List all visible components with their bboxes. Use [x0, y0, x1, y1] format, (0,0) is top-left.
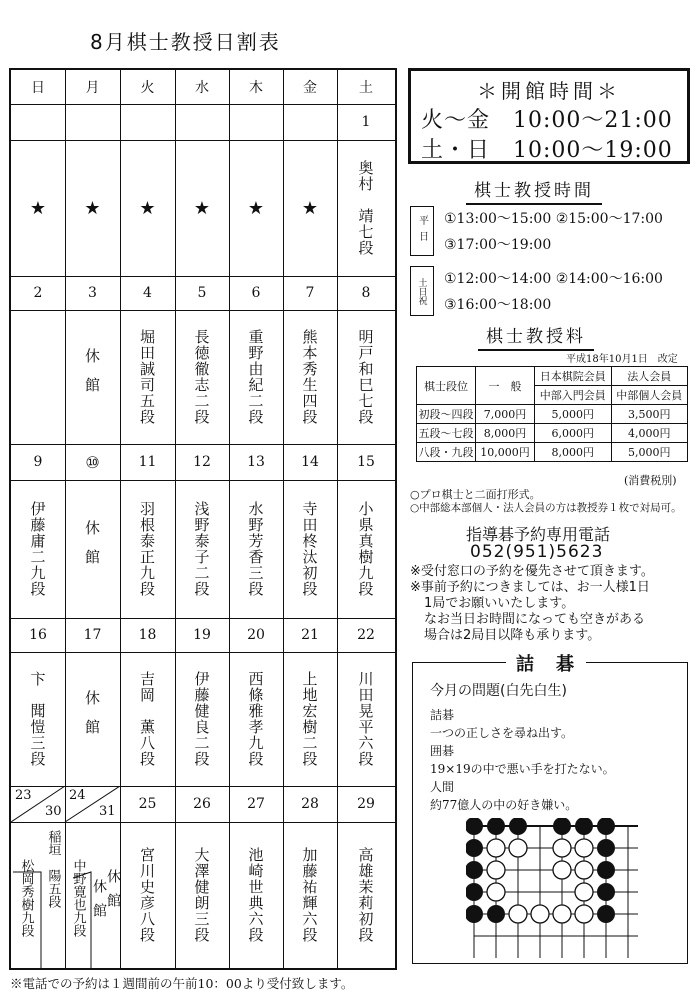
instructor-name: 小県真樹九段: [356, 501, 375, 597]
weekday-sat: 土: [359, 80, 373, 96]
instructor-name: 伊藤庸二九段: [28, 501, 47, 597]
instructor-name: 奥村 靖七段: [356, 160, 375, 256]
fee-nihon: 5,000円: [535, 405, 612, 424]
weekday-tue: 火: [140, 80, 155, 96]
fee-corp: 4,000円: [611, 424, 688, 443]
table-row: [417, 443, 688, 462]
fee-general: 7,000円: [476, 405, 535, 424]
instructor-name: 稲垣 陽五段: [45, 830, 61, 908]
table-row: [417, 405, 688, 424]
fee-title: [478, 322, 594, 347]
instructor-name: 長徳徹志二段: [192, 329, 211, 425]
date-1: 1: [361, 114, 371, 130]
fee-header-corp: 法人会員: [611, 367, 688, 386]
go-board-diagram: [466, 818, 646, 958]
fee-revised-date: 平成18年10月1日 改定: [566, 354, 678, 365]
tsumego-line-4: 19×19の中で悪い手を打たない。: [430, 762, 615, 776]
closed-label: 休館: [83, 690, 101, 748]
star-icon: ★: [29, 197, 47, 219]
date-cell: 30: [45, 804, 62, 819]
holiday-slots-1: ①12:00～14:00 ②14:00～16:00: [444, 271, 663, 287]
tsumego-title: 詰 碁: [506, 650, 586, 676]
star-icon: ★: [193, 197, 211, 219]
instructor-name: 卞 聞愷三段: [28, 671, 47, 767]
instructor-name: 大澤健朗三段: [192, 847, 211, 943]
date-cell: 19: [193, 627, 211, 643]
closed-label: 休館: [83, 520, 101, 578]
instructor-name: 伊藤健良二段: [192, 671, 211, 767]
opening-hours-title: ＊開館時間＊: [477, 79, 621, 103]
instructor-name: 熊本秀生四段: [300, 329, 319, 425]
date-cell: 21: [301, 627, 319, 643]
instructor-name: 中野寛也九段: [70, 859, 86, 937]
tsumego-line-2: 一つの正しさを尋ね出す。: [430, 726, 574, 740]
fee-table: [416, 366, 688, 462]
tsumego-line-3: 囲碁: [430, 744, 455, 758]
instructor-name: 重野由紀二段: [246, 329, 265, 425]
weekday-label-box: [410, 206, 434, 256]
weekday-slots-1: ①13:00～15:00 ②15:00～17:00: [444, 211, 663, 227]
instructor-name: 川田晃平六段: [356, 671, 375, 767]
date-cell: 12: [193, 454, 211, 470]
date-cell: 2: [33, 285, 43, 301]
date-cell: 6: [251, 285, 261, 301]
weekday-label: 平日: [416, 215, 428, 247]
instructor-name: 堀田誠司五段: [138, 329, 156, 425]
star-icon: ★: [139, 197, 156, 219]
star-icon: ★: [247, 197, 265, 219]
date-cell: 27: [247, 796, 265, 812]
date-cell: 4: [143, 285, 152, 301]
page-title: 8月棋士教授日割表: [90, 30, 281, 54]
phone-note-5: 場合は2局目以降も承ります。: [424, 628, 601, 643]
date-cell: 7: [305, 285, 315, 301]
schedule-calendar: [9, 68, 397, 970]
date-cell: 13: [247, 454, 265, 470]
weekday-wed: 水: [195, 80, 209, 96]
instructor-name: 上地宏樹二段: [300, 671, 319, 767]
date-cell: 3: [88, 285, 97, 301]
table-row: [417, 424, 688, 443]
date-cell: 17: [83, 627, 102, 643]
weekday-fri: 金: [303, 80, 317, 96]
opening-hours-weekend: 土・日 10:00～19:00: [421, 138, 673, 163]
date-cell: 20: [247, 627, 265, 643]
date-cell: 24: [69, 788, 86, 803]
fee-corp: 5,000円: [611, 443, 688, 462]
date-cell: 16: [29, 627, 47, 643]
star-icon: ★: [301, 197, 319, 219]
closed-label: 休館: [83, 348, 101, 406]
holiday-label: 土日祝: [416, 277, 427, 305]
instructor-name: 羽根泰正九段: [138, 501, 156, 597]
date-cell: 9: [33, 454, 43, 470]
tsumego-line-5: 人間: [430, 780, 455, 794]
fee-note-1: ○プロ棋士と二面打形式。: [410, 488, 541, 501]
fee-general: 10,000円: [476, 443, 535, 462]
date-cell: 26: [193, 796, 211, 812]
tsumego-subtitle: 今月の問題(白先白生): [430, 683, 567, 699]
date-cell: 14: [301, 454, 319, 470]
weekday-thu: 木: [249, 80, 263, 96]
phone-note-1: ※受付窓口の予約を優先させて頂きます。: [410, 564, 654, 579]
holiday-label-box: [410, 266, 434, 316]
fee-header-corp-sub: 中部個人会員: [611, 386, 688, 405]
instructor-name: 加藤祐輝六段: [300, 847, 319, 943]
fee-rank: 八段・九段: [417, 443, 476, 462]
instructor-name: 宮川史彦八段: [138, 847, 156, 943]
footer-note: ※電話での予約は１週間前の午前10：00より受付致します。: [10, 976, 354, 991]
weekday-sun: 日: [31, 80, 45, 96]
date-cell: 22: [357, 627, 375, 643]
instructor-name: 明戸和巳七段: [356, 329, 375, 425]
fee-general: 8,000円: [476, 424, 535, 443]
fee-header-rank: 棋士段位: [417, 367, 476, 405]
instructor-name: 浅野泰子二段: [192, 501, 211, 597]
date-cell: 11: [138, 454, 157, 470]
fee-rank: 初段～四段: [417, 405, 476, 424]
fee-corp: 3,500円: [611, 405, 688, 424]
phone-title: 指導碁予約専用電話: [466, 525, 611, 544]
star-icon: ★: [84, 197, 101, 219]
tax-note: (消費税別): [624, 474, 677, 487]
instructor-name: 吉岡 薫八段: [138, 671, 156, 767]
instructor-name: 高雄茉莉初段: [356, 847, 375, 943]
closed-label: 休館: [105, 869, 121, 917]
weekday-mon: 月: [85, 80, 100, 96]
date-cell: 29: [357, 796, 375, 812]
teaching-hours-title: [466, 176, 602, 201]
date-cell: 23: [15, 788, 32, 803]
instructor-name: 池崎世典六段: [246, 847, 265, 943]
closed-label: 休館: [91, 879, 107, 927]
holiday-slots-2: ③16:00～18:00: [444, 297, 552, 313]
phone-number[interactable]: 052(951)5623: [470, 542, 604, 562]
fee-title-text: 棋士教授料: [478, 327, 594, 351]
phone-note-3: 1局でお願いいたします。: [424, 596, 575, 611]
fee-nihon: 8,000円: [535, 443, 612, 462]
weekday-slots-2: ③17:00～19:00: [444, 237, 552, 253]
opening-hours-weekday: 火～金 10:00～21:00: [421, 108, 673, 133]
phone-note-2: ※事前予約につきましては、お一人様1日: [410, 580, 650, 595]
date-cell: 8: [361, 285, 371, 301]
tsumego-line-6: 約77億人の中の好き嫌い。: [430, 798, 578, 812]
date-cell: ⑩: [85, 452, 100, 472]
fee-header-general: 一 般: [476, 367, 535, 405]
date-cell: 15: [357, 454, 375, 470]
fee-header-nihon: 日本棋院会員: [535, 367, 612, 386]
fee-rank: 五段～七段: [417, 424, 476, 443]
date-cell: 5: [197, 285, 207, 301]
tsumego-line-1: 詰碁: [430, 708, 455, 722]
date-cell: 25: [138, 796, 157, 812]
date-cell: 31: [99, 804, 116, 819]
opening-hours-box: [408, 68, 690, 164]
fee-note-2: ○中部総本部個人・法人会員の方は教授券１枚で対局可。: [410, 502, 682, 514]
date-cell: 18: [138, 627, 157, 643]
instructor-name: 寺田柊汰初段: [300, 501, 319, 597]
fee-header-nihon-sub: 中部入門会員: [535, 386, 612, 405]
date-cell: 28: [301, 796, 319, 812]
phone-note-4: なお当日お時間になっても空きがある: [424, 612, 646, 627]
instructor-name: 西條雅孝九段: [246, 671, 265, 767]
instructor-name: 水野芳香三段: [246, 501, 265, 597]
teaching-hours-title-text: 棋士教授時間: [466, 181, 602, 205]
instructor-name: 松岡秀樹九段: [18, 859, 34, 937]
fee-nihon: 6,000円: [535, 424, 612, 443]
